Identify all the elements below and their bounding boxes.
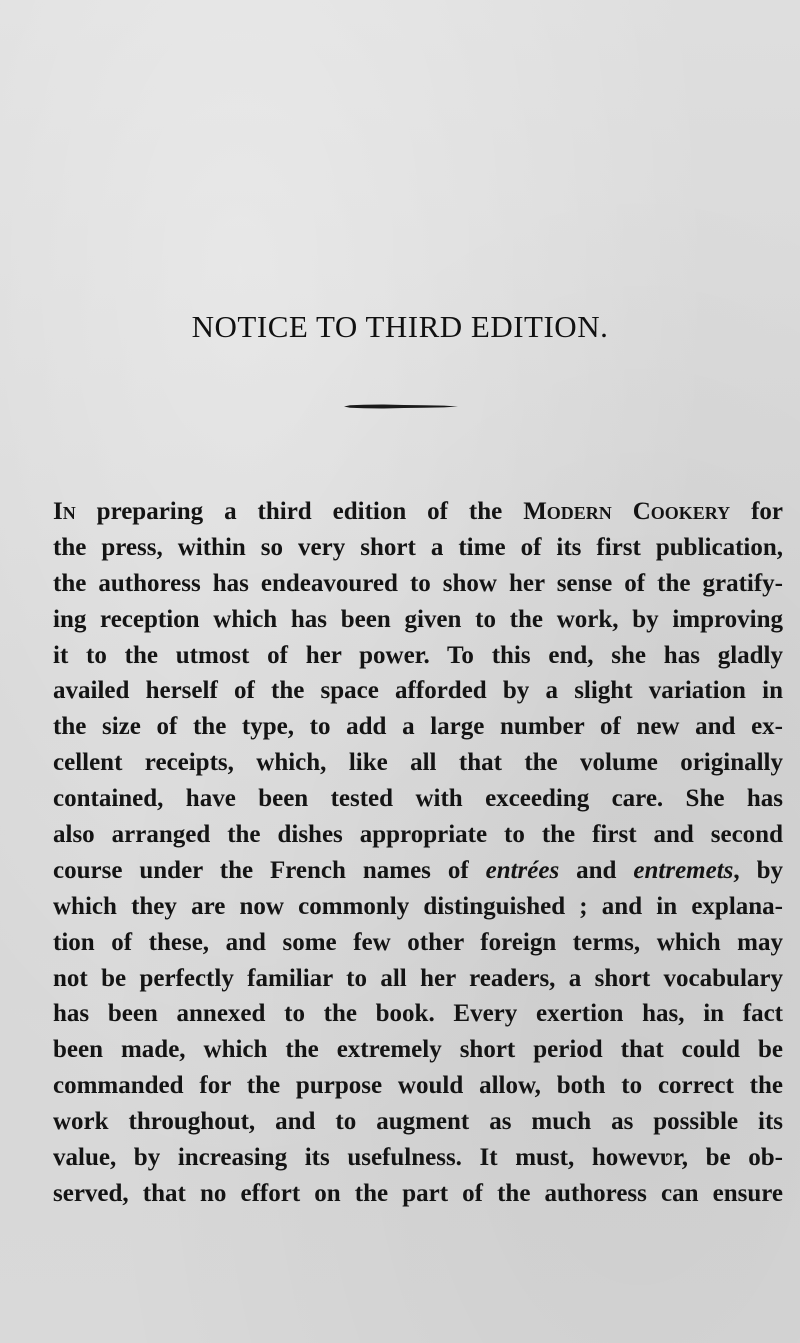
line-text: the press, within so very short a time of its first publication,: [53, 533, 783, 561]
paragraph-line: [53, 781, 783, 817]
paragraph-line: [53, 530, 783, 566]
line-text: commanded for the purpose would allow, both to correct the: [53, 1072, 783, 1100]
paragraph-line: [53, 745, 783, 781]
paragraph-line: [53, 709, 783, 745]
paragraph-line: [53, 853, 783, 889]
paragraph-line: [53, 602, 783, 638]
paragraph-line: [53, 1176, 783, 1212]
line-text: cellent receipts, which, like all that the volume originally: [53, 749, 783, 777]
small-caps-text: Modern Cookery: [523, 498, 731, 525]
line-text: the authoress has endeavoured to show her sense of the gratify-: [53, 569, 783, 597]
line-text: also arranged the dishes appropriate to the first and second: [53, 821, 783, 849]
paragraph-line: [53, 673, 783, 709]
italic-term: entremets: [633, 856, 734, 884]
line-text: value, by increasing its usefulness. It must, howevʋr, be ob-: [53, 1144, 783, 1172]
line-text: preparing a third edition of the: [75, 498, 524, 525]
paragraph-line: [53, 961, 783, 997]
paragraph-line: [53, 996, 783, 1032]
paragraph-line: [53, 638, 783, 674]
decorative-rule: [344, 404, 458, 409]
line-text: and: [559, 856, 634, 884]
line-text: it to the utmost of her power. To this end, she has gladly: [53, 641, 783, 669]
paragraph-line: [53, 817, 783, 853]
paragraph-line: [53, 1104, 783, 1140]
line-text: tion of these, and some few other foreign terms, which may: [53, 928, 783, 956]
line-text: contained, have been tested with exceeding care. She has: [53, 785, 783, 813]
paragraph-line: [53, 925, 783, 961]
paragraph-line: [53, 1140, 783, 1176]
line-text: availed herself of the space afforded by a slight variation in: [53, 677, 783, 705]
line-text: not be perfectly familiar to all her readers, a short vocabulary: [53, 964, 783, 992]
line-text: work throughout, and to augment as much as possible its: [53, 1108, 783, 1136]
notice-paragraph: [53, 494, 783, 1212]
line-text: served, that no effort on the part of the authoress can ensure: [53, 1179, 783, 1207]
paragraph-line: [53, 889, 783, 925]
line-text: has been annexed to the book. Every exertion has, in fact: [53, 1000, 783, 1028]
paragraph-line: [53, 494, 783, 530]
line-text: the size of the type, to add a large number of new and ex-: [53, 713, 783, 741]
paragraph-line: [53, 1068, 783, 1104]
line-text: , by: [733, 856, 783, 884]
line-text: for: [730, 498, 784, 525]
page-heading: NOTICE TO THIRD EDITION.: [191, 309, 609, 344]
line-text: which they are now commonly distinguished ; and in explana-: [53, 892, 783, 920]
italic-term: entrées: [485, 856, 560, 884]
line-text: course under the French names of: [53, 856, 486, 884]
line-text: ing reception which has been given to the work, by improving: [53, 605, 783, 633]
line-text: been made, which the extremely short period that could be: [53, 1036, 783, 1064]
small-caps-text: In: [53, 498, 76, 525]
paragraph-line: [53, 1032, 783, 1068]
paragraph-line: [53, 566, 783, 602]
